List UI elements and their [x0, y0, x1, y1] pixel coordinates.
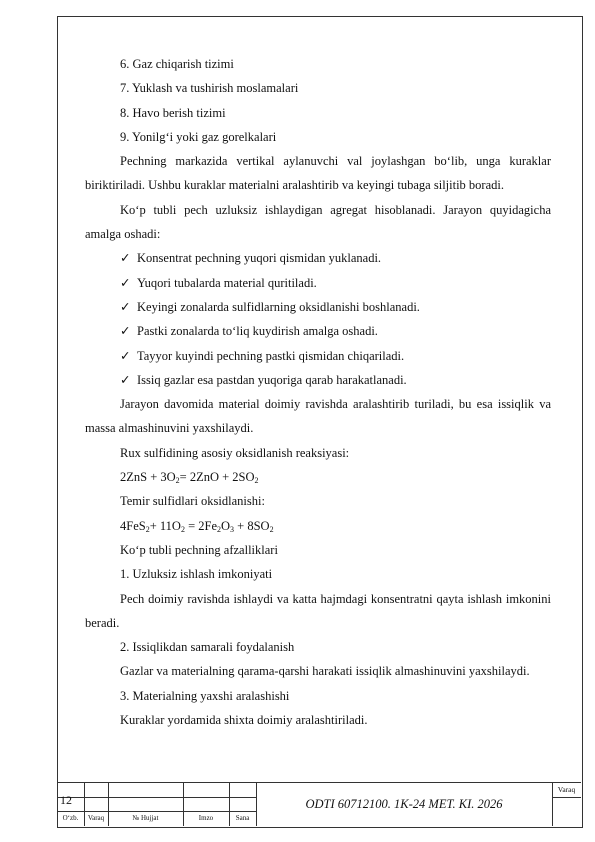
- paragraph: Ko‘p tubli pech uzluksiz ishlaydigan agregat hisoblanadi. Jarayon quyidagicha amalga oshadi:: [85, 202, 551, 242]
- check-icon: ✓: [120, 372, 131, 387]
- text-line: 3. Materialning yaxshi aralashishi: [120, 688, 290, 703]
- document-code: ODTI 60712100. 1K-24 MET. KI. 2026: [305, 796, 503, 811]
- text-line: 6. Gaz chiqarish tizimi: [120, 57, 234, 71]
- paragraph: Pechning markazida vertikal aylanuvchi val joylashgan bo‘lib, unga kuraklar biriktiriladi. Ushbu kuraklar materialni aralashtirib va keyingi tubaga siljitib boradi.: [85, 154, 551, 193]
- header-sana: Sana: [235, 814, 250, 822]
- checklist-item: [85, 344, 551, 368]
- checklist-text: Tayyor kuyindi pechning pastki qismidan chiqariladi.: [137, 348, 405, 363]
- checklist-item: [85, 319, 551, 343]
- header-ozb: O‘zb.: [62, 814, 79, 822]
- page-number: 12: [60, 793, 72, 807]
- text-line: Ko‘p tubli pechning afzalliklari: [120, 542, 278, 557]
- check-icon: ✓: [120, 275, 131, 290]
- text-line: 8. Havo berish tizimi: [120, 105, 226, 120]
- checklist-text: Issiq gazlar esa pastdan yuqoriga qarab harakatlanadi.: [137, 372, 407, 387]
- paragraph: Gazlar va materialning qarama-qarshi harakati issiqlik almashinuvini yaxshilaydi.: [120, 664, 530, 679]
- formula-line: $4FeS_2+ 11O_2 = 2Fe_2O_3 + 8SO_2$: [120, 518, 274, 534]
- text-line: 1. Uzluksiz ishlash imkoniyati: [120, 567, 273, 582]
- checklist-item: [85, 295, 551, 319]
- check-icon: ✓: [120, 348, 131, 363]
- checklist-item: [85, 246, 551, 270]
- varaq-label: Varaq: [557, 785, 576, 794]
- formula-line: $2ZnS + 3O_2= 2ZnO + 2SO_2$: [120, 470, 259, 486]
- text-line: 7. Yuklash va tushirish moslamalari: [120, 81, 299, 96]
- header-hujjat: № Hujjat: [132, 814, 159, 822]
- check-icon: ✓: [120, 299, 131, 314]
- header-imzo: Imzo: [198, 814, 214, 822]
- text-line: Rux sulfidining asosiy oksidlanish reaksiyasi:: [120, 445, 350, 460]
- text-line: Temir sulfidlari oksidlanishi:: [120, 494, 265, 509]
- paragraph: Jarayon davomida material doimiy ravishda aralashtirib turiladi, bu esa issiqlik va massa almashinuvini yaxshilaydi.: [85, 397, 551, 436]
- checklist-item: [85, 271, 551, 295]
- text-line: 9. Yonilg‘i yoki gaz gorelkalari: [120, 129, 277, 144]
- checklist-text: Yuqori tubalarda material quritiladi.: [137, 275, 317, 290]
- text-line: Kuraklar yordamida shixta doimiy aralashtiriladi.: [120, 713, 368, 728]
- checklist-text: Keyingi zonalarda sulfidlarning oksidlanishi boshlanadi.: [137, 299, 420, 314]
- document-body: [85, 52, 551, 732]
- checklist-item: [85, 368, 551, 392]
- checklist-text: Konsentrat pechning yuqori qismidan yuklanadi.: [137, 251, 382, 266]
- header-varaq: Varaq: [87, 814, 105, 822]
- title-block: [57, 782, 581, 826]
- check-icon: ✓: [120, 251, 131, 266]
- check-icon: ✓: [120, 324, 131, 339]
- text-line: 2. Issiqlikdan samarali foydalanish: [120, 640, 295, 655]
- checklist-text: Pastki zonalarda to‘liq kuydirish amalga oshadi.: [137, 324, 378, 339]
- paragraph: Pech doimiy ravishda ishlaydi va katta hajmdagi konsentratni qayta ishlash imkonini beradi.: [85, 591, 551, 630]
